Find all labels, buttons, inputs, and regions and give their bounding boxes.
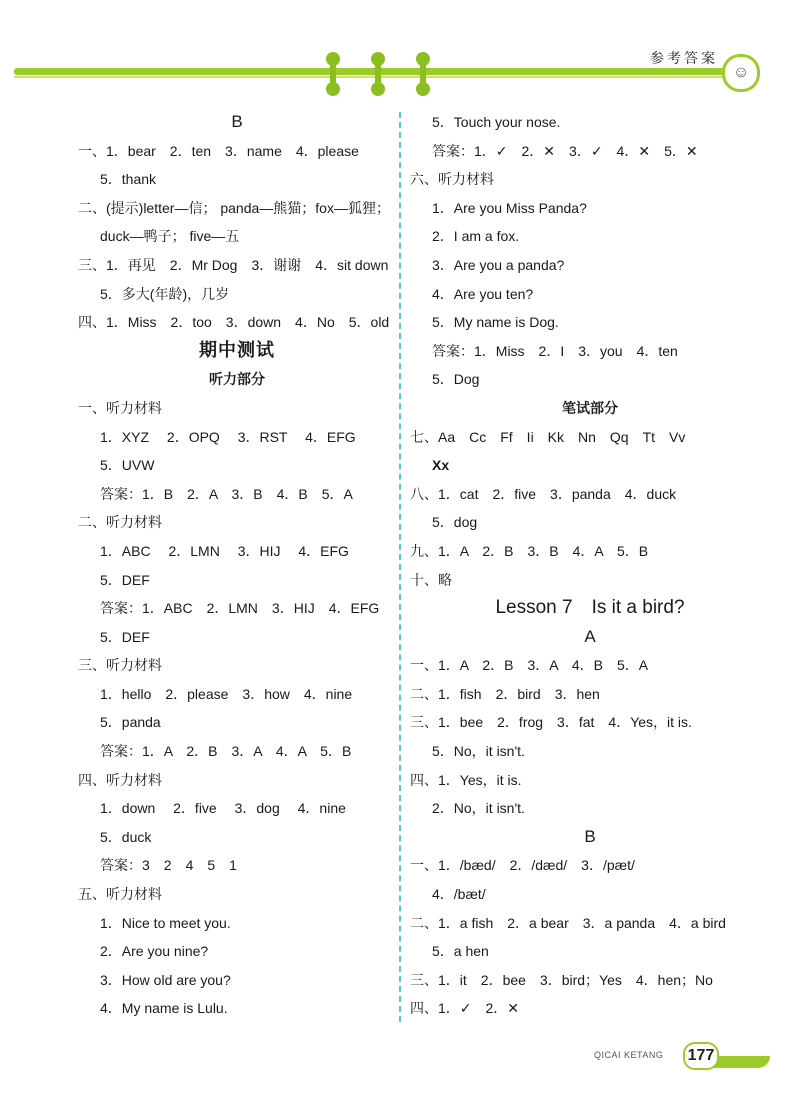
answer-line: 5．a hen xyxy=(432,943,489,960)
answer-line: 5．UVW xyxy=(100,457,155,474)
column-divider xyxy=(399,112,401,1022)
answer-line: 5．thank xyxy=(100,171,157,188)
page-number: 177 xyxy=(683,1042,719,1070)
section-heading: A xyxy=(584,626,596,646)
answer-line: 答案：1．ABC 2．LMN 3．HIJ 4．EFG xyxy=(100,600,380,617)
answer-line: Xx xyxy=(432,457,450,474)
answer-line: 2．I am a fox. xyxy=(432,228,520,245)
mascot-icon: ☺ xyxy=(722,54,760,92)
right-column xyxy=(410,108,770,1023)
answer-line: 2．Are you nine? xyxy=(100,943,209,960)
section-heading: B xyxy=(584,826,596,846)
answer-line: 4．My name is Lulu. xyxy=(100,1000,228,1017)
footer-brand: QICAI KETANG xyxy=(594,1050,664,1060)
section-heading: B xyxy=(231,112,243,131)
answer-line: 十、略 xyxy=(410,571,452,588)
answer-line: 3．Are you a panda? xyxy=(432,256,565,273)
answer-line: 三、1．bee 2．frog 3．fat 4．Yes，it is. xyxy=(410,714,692,731)
answer-line: 五、听力材料 xyxy=(78,886,162,903)
answer-line: 5．Touch your nose. xyxy=(432,114,561,130)
header-title: 参考答案 xyxy=(650,51,718,67)
answer-line: 答案：1．B 2．A 3．B 4．B 5．A xyxy=(100,485,353,502)
header-bar xyxy=(14,68,726,75)
answer-line: 1．down 2．five 3．dog 4．nine xyxy=(100,800,346,817)
answer-line: 三、1．再见 2．Mr Dog 3．谢谢 4．sit down xyxy=(78,256,389,273)
answer-line: duck—鸭子； five—五 xyxy=(100,228,240,245)
binder-pin-icon xyxy=(420,56,426,92)
answer-line: 七、Aa Cc Ff Ii Kk Nn Qq Tt Vv xyxy=(410,428,686,445)
section-title: Lesson 7 Is it a bird? xyxy=(495,597,685,619)
answer-line: 四、1．Yes，it is. xyxy=(410,771,522,788)
answer-line: 4．Are you ten? xyxy=(432,285,534,302)
answer-line: 3．How old are you? xyxy=(100,971,231,988)
answer-line: 一、听力材料 xyxy=(78,399,162,416)
answer-line: 答案：1．✓ 2．✕ 3．✓ 4．✕ 5．✕ xyxy=(432,142,698,159)
answer-line: 二、1．fish 2．bird 3．hen xyxy=(410,685,600,702)
answer-line: 4．/bæt/ xyxy=(432,886,486,903)
answer-line: 5．多大(年龄)，几岁 xyxy=(100,285,230,302)
answer-line: 5．Dog xyxy=(432,371,480,388)
answer-line: 答案：3 2 4 5 1 xyxy=(100,857,237,874)
answer-line: 八、1．cat 2．five 3．panda 4．duck xyxy=(410,485,677,502)
answer-line: 一、1．A 2．B 3．A 4．B 5．A xyxy=(410,657,649,674)
answer-line: 1．XYZ 2．OPQ 3．RST 4．EFG xyxy=(100,428,356,445)
answer-line: 2．No，it isn't. xyxy=(432,800,525,817)
answer-line: 答案：1．Miss 2．I 3．you 4．ten xyxy=(432,342,678,359)
answer-line: 一、1．bear 2．ten 3．name 4．please xyxy=(78,142,359,159)
left-column xyxy=(78,108,396,1023)
answer-line: 九、1．A 2．B 3．B 4．A 5．B xyxy=(410,542,649,559)
section-title: 期中测试 xyxy=(199,339,275,361)
section-heading: 听力部分 xyxy=(209,371,265,388)
header-bar-underline xyxy=(14,76,726,78)
answer-line: 四、听力材料 xyxy=(78,771,162,788)
answer-line: 二、(提示)letter—信； panda—熊猫；fox—狐狸； xyxy=(78,199,390,216)
binder-pin-icon xyxy=(375,56,381,92)
answer-line: 一、1．/bæd/ 2．/dæd/ 3．/pæt/ xyxy=(410,857,635,874)
answer-line: 1．Are you Miss Panda? xyxy=(432,199,587,216)
answer-line: 三、1．it 2．bee 3．bird；Yes 4．hen；No xyxy=(410,971,713,988)
section-heading: 笔试部分 xyxy=(562,399,618,416)
answer-line: 5．duck xyxy=(100,828,152,845)
answer-line: 四、1．Miss 2．too 3．down 4．No 5．old xyxy=(78,314,390,331)
answer-line: 四、1．✓ 2．✕ xyxy=(410,1000,520,1017)
answer-line: 六、听力材料 xyxy=(410,171,494,188)
answer-line: 二、听力材料 xyxy=(78,514,162,531)
answer-line: 5．DEF xyxy=(100,571,150,588)
answer-line: 5．panda xyxy=(100,714,161,731)
answer-line: 5．My name is Dog. xyxy=(432,314,559,331)
answer-line: 三、听力材料 xyxy=(78,657,162,674)
answer-line: 1．ABC 2．LMN 3．HIJ 4．EFG xyxy=(100,542,349,559)
answer-line: 1．hello 2．please 3．how 4．nine xyxy=(100,685,353,702)
binder-pin-icon xyxy=(330,56,336,92)
answer-line: 答案：1．A 2．B 3．A 4．A 5．B xyxy=(100,743,352,760)
answer-line: 5．dog xyxy=(432,514,478,531)
answer-line: 二、1．a fish 2．a bear 3．a panda 4．a bird xyxy=(410,914,726,931)
answer-line: 5．DEF xyxy=(100,628,150,645)
answer-line: 1．Nice to meet you. xyxy=(100,914,231,931)
answer-line: 5．No，it isn't. xyxy=(432,743,525,760)
